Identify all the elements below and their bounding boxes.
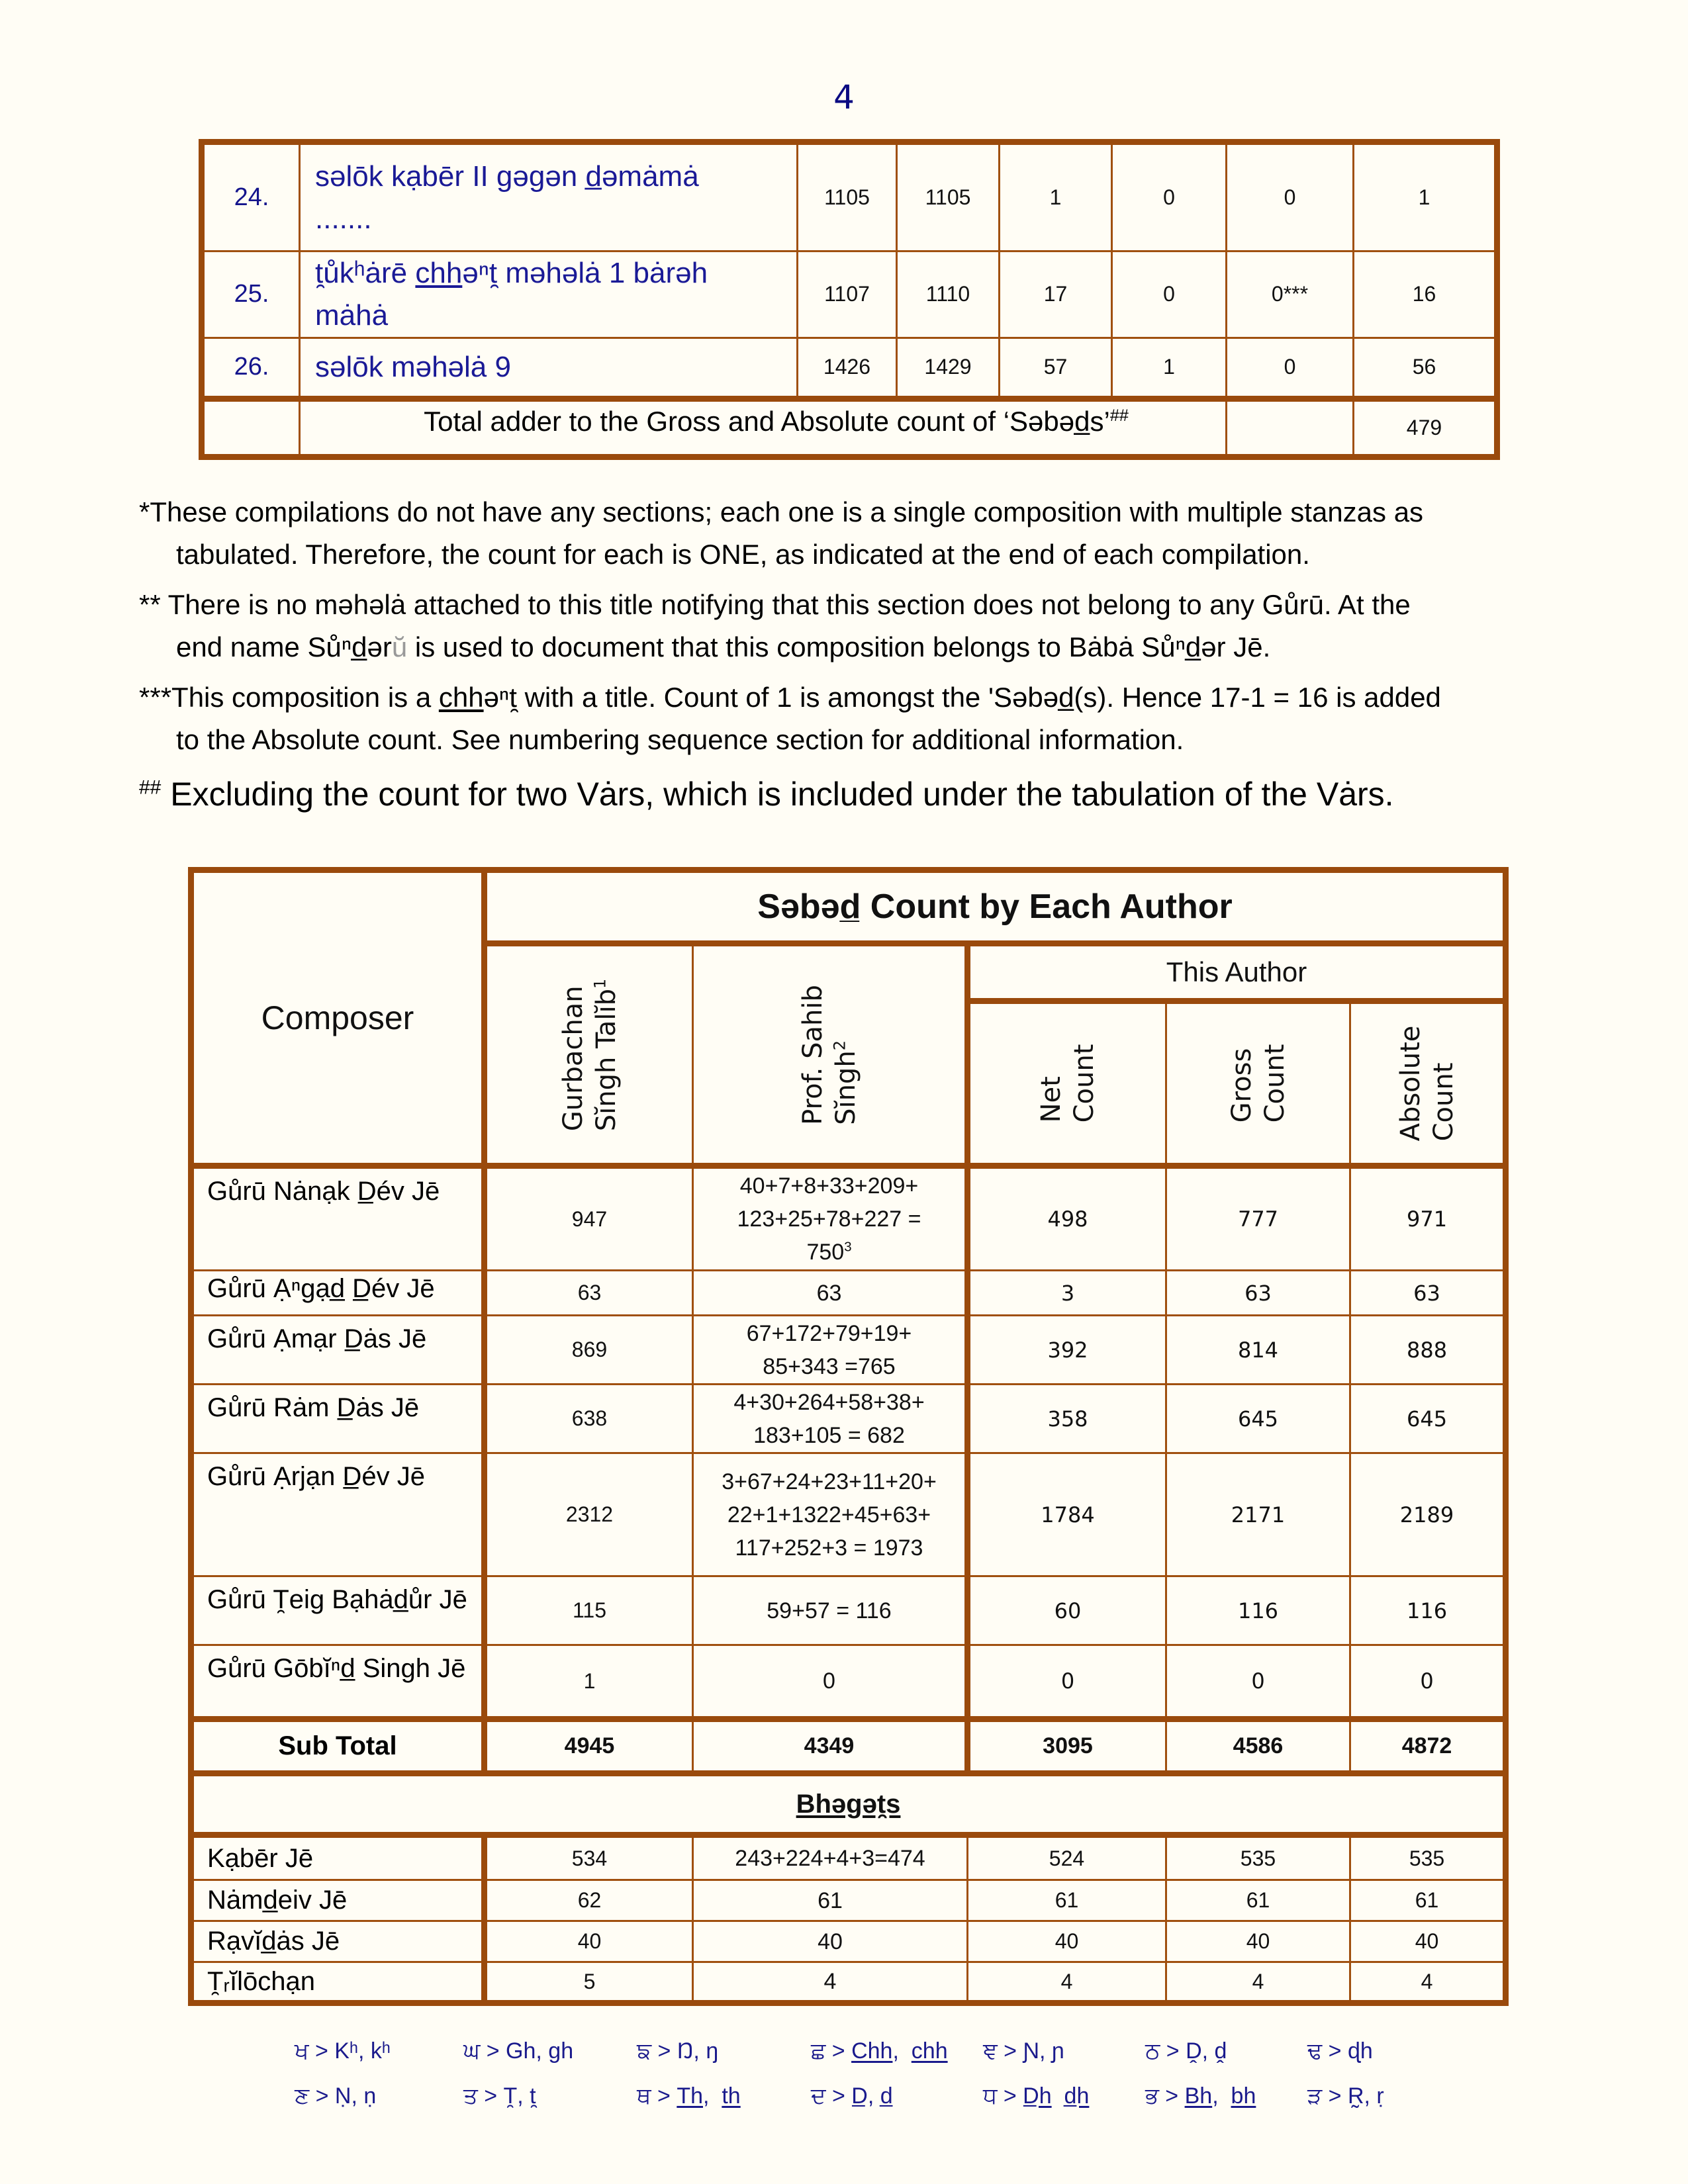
sahib-subtotal: 4349 [693,1719,968,1774]
count: 0 [1112,251,1227,338]
absolute-count: 0 [1350,1645,1506,1719]
legend-item: ਖ > Kʰ, kʰ [295,2038,391,2064]
count: 0 [1112,142,1227,251]
composer-name: Gůrū Ạⁿgạd̲ D̲év Jē [191,1271,485,1316]
absolute-count: 888 [1350,1316,1506,1385]
net-count: 3 [968,1271,1166,1316]
page-number: 4 [833,78,855,116]
net-count: 60 [968,1576,1166,1645]
gross-count: 40 [1166,1921,1350,1962]
column-header-sahib-singh: Prof. Sahib Sĭngh$^2$ [693,944,968,1166]
composer-name: T̯ᵣĭlōchạn [191,1962,485,2003]
total-label: Total adder to the Gross and Absolute count of ‘Səbəd̲s’## [300,398,1227,457]
sahib-count: 59+57 = 116 [693,1576,968,1645]
sahib-count: 61 [693,1880,968,1921]
legend-item: ਢ > ɖh [1307,2038,1373,2064]
absolute-count: 40 [1350,1921,1506,1962]
sahib-count: 4 [693,1962,968,2003]
empty-cell [1227,398,1354,457]
talib-count: 40 [485,1921,693,1962]
gross-count: 4 [1166,1962,1350,2003]
column-header-absolute: Absolute Count [1350,1001,1506,1166]
talib-count: 1 [485,1645,693,1719]
table-row [202,142,1497,251]
sahib-count: 4+30+264+58+38+ 183+105 = 682 [693,1385,968,1453]
absolute-count: 116 [1350,1576,1506,1645]
absolute-count: 2189 [1350,1453,1506,1576]
net-count: 392 [968,1316,1166,1385]
legend-item: ਛ > Chh, chh [811,2038,948,2064]
table-row [191,1921,1506,1962]
count: 57 [1000,338,1112,398]
section-title: t̯ůkʰȧrē chhəⁿt̯ məhəlȧ 1 bȧrəh mȧhȧ [300,251,798,338]
talib-count: 947 [485,1166,693,1271]
net-count: 40 [968,1921,1166,1962]
column-header-gross: Gross Count [1166,1001,1350,1166]
absolute-count: 535 [1350,1835,1506,1880]
table-row [191,1962,1506,2003]
legend-item: ਣ > Ṇ, ṇ [295,2083,377,2109]
net-count: 358 [968,1385,1166,1453]
start-page: 1105 [798,142,897,251]
absolute-subtotal: 4872 [1350,1719,1506,1774]
sahib-count: 40+7+8+33+209+ 123+25+78+227 = $750^3$ [693,1166,968,1271]
talib-count: 869 [485,1316,693,1385]
table-row [191,1453,1506,1576]
sabad-count-table [188,867,1509,2006]
composer-name: Kạbēr Jē [191,1835,485,1880]
total-value: 479 [1354,398,1497,457]
net-count: 61 [968,1880,1166,1921]
talib-count: 63 [485,1271,693,1316]
composer-name: Gůrū Ạrjạn D̲év Jē [191,1453,485,1576]
table-row [191,1166,1506,1271]
column-header-talib: Gurbachan Sĭngh Talĭb$^1$ [485,944,693,1166]
header-row [191,870,1506,944]
composer-header: Composer [191,870,485,1166]
legend-item: ਙ > Ŋ, ŋ [637,2038,719,2064]
count: 1 [1112,338,1227,398]
gross-count: 814 [1166,1316,1350,1385]
sahib-count: 67+172+79+19+ 85+343 =765 [693,1316,968,1385]
legend-item: ਠ > Ḓ, ḓ [1145,2038,1227,2064]
net-count: 1784 [968,1453,1166,1576]
gross-count: 63 [1166,1271,1350,1316]
sahib-count: 3+67+24+23+11+20+ 22+1+1322+45+63+ 117+252+3 = 1973 [693,1453,968,1576]
sahib-count: 40 [693,1921,968,1962]
start-page: 1426 [798,338,897,398]
composer-name: Gůrū Rȧm D̲ȧs Jē [191,1385,485,1453]
talib-subtotal: 4945 [485,1719,693,1774]
net-count: 498 [968,1166,1166,1271]
table-row [191,1835,1506,1880]
net-count: 524 [968,1835,1166,1880]
sahib-count: 243+224+4+3=474 [693,1835,968,1880]
gross-count: 777 [1166,1166,1350,1271]
table-row [202,338,1497,398]
gross-count: 116 [1166,1576,1350,1645]
subtotal-row [191,1719,1506,1774]
empty-cell [202,398,300,457]
footnote-excluding-vars: ## Excluding the count for two Vȧrs, which is included under the tabulation of the Vȧrs. [139,776,1394,813]
gross-count: 61 [1166,1880,1350,1921]
table-title: Səbəd̲ Count by Each Author [485,870,1506,944]
net-subtotal: 3095 [968,1719,1166,1774]
count: 0 [1227,142,1354,251]
talib-count: 115 [485,1576,693,1645]
talib-count: 2312 [485,1453,693,1576]
absolute-count: 645 [1350,1385,1506,1453]
absolute-count: 971 [1350,1166,1506,1271]
legend-item: ਘ > Gh, gh [463,2038,574,2064]
talib-count: 62 [485,1880,693,1921]
table-row [191,1645,1506,1719]
absolute-count: 63 [1350,1271,1506,1316]
sections-table [199,139,1500,460]
column-header-net: Net Count [968,1001,1166,1166]
end-page: 1429 [897,338,1000,398]
table-row [191,1316,1506,1385]
footnote-chhant: ***This composition is a chhəⁿt̯ with a title. Count of 1 is amongst the 'Səbəd̲(s). Hence 17-1 = 16 is added to the Absolute count. See numbering sequence section for additional information. [139,682,1441,755]
count: 17 [1000,251,1112,338]
gross-count: 2171 [1166,1453,1350,1576]
gross-count: 645 [1166,1385,1350,1453]
absolute-count: 61 [1350,1880,1506,1921]
gross-count: 0 [1166,1645,1350,1719]
start-page: 1107 [798,251,897,338]
gross-subtotal: 4586 [1166,1719,1350,1774]
count: 0 [1227,338,1354,398]
row-number: 26. [202,338,300,398]
subtotal-label: Sub Total [191,1719,485,1774]
table-row [191,1271,1506,1316]
table-row [191,1385,1506,1453]
composer-name: Gůrū Nȧnạk D̲év Jē [191,1166,485,1271]
composer-name: Nȧmd̲eiv Jē [191,1880,485,1921]
talib-count: 5 [485,1962,693,2003]
table-row [191,1576,1506,1645]
legend-item: ਭ > Bh, bh [1145,2083,1256,2109]
table-row [202,251,1497,338]
sahib-count: 63 [693,1271,968,1316]
composer-name: Gůrū T̯eig Bạhȧd̲ůr Jē [191,1576,485,1645]
absolute-count: 1 [1354,142,1497,251]
talib-count: 638 [485,1385,693,1453]
bhagats-section-header [191,1774,1506,1835]
count: 1 [1000,142,1112,251]
bhagats-label: Bhəgət̯s [191,1774,1506,1835]
this-author-header: This Author [968,944,1506,1001]
gross-count: 535 [1166,1835,1350,1880]
row-number: 25. [202,251,300,338]
end-page: 1105 [897,142,1000,251]
composer-name: Gůrū Gōbĭⁿd̲ Singh Jē [191,1645,485,1719]
footnote-no-mahala: ** There is no məhəlȧ attached to this title notifying that this section does not belong to any Gůrū. At the end name Sůⁿd̲ərŭ is used to document that this composition belongs to Bȧbȧ Sůⁿd̲ər Jē. [139,589,1411,662]
absolute-count: 4 [1350,1962,1506,2003]
legend-item: ਦ > D̲, d̲ [811,2083,893,2109]
legend-item: ਤ > T̯, t̯ [463,2083,536,2109]
count: 0*** [1227,251,1354,338]
total-row [202,398,1497,457]
absolute-count: 16 [1354,251,1497,338]
table-row [191,1880,1506,1921]
absolute-count: 56 [1354,338,1497,398]
footnote-single-composition: *These compilations do not have any sections; each one is a single composition with multiple stanzas as tabulated. Therefore, the count for each is ONE, as indicated at the end of each compilation. [139,496,1424,570]
row-number: 24. [202,142,300,251]
section-title: səlōk məhəlȧ 9 [300,338,798,398]
legend-item: ਧ > D̲h d̲h [983,2083,1090,2109]
sahib-count: 0 [693,1645,968,1719]
end-page: 1110 [897,251,1000,338]
legend-item: ਞ > Ɲ, ɲ [983,2038,1064,2064]
section-title: səlōk kạbēr II gəgən d̲əmȧmȧ ....... [300,142,798,251]
composer-name: Gůrū Ạmạr D̲ȧs Jē [191,1316,485,1385]
net-count: 0 [968,1645,1166,1719]
net-count: 4 [968,1962,1166,2003]
talib-count: 534 [485,1835,693,1880]
legend-item: ੜ > R̰, ṛ [1307,2083,1384,2109]
composer-name: Rạvĭd̲ȧs Jē [191,1921,485,1962]
legend-item: ਥ > Th, th [637,2083,741,2109]
